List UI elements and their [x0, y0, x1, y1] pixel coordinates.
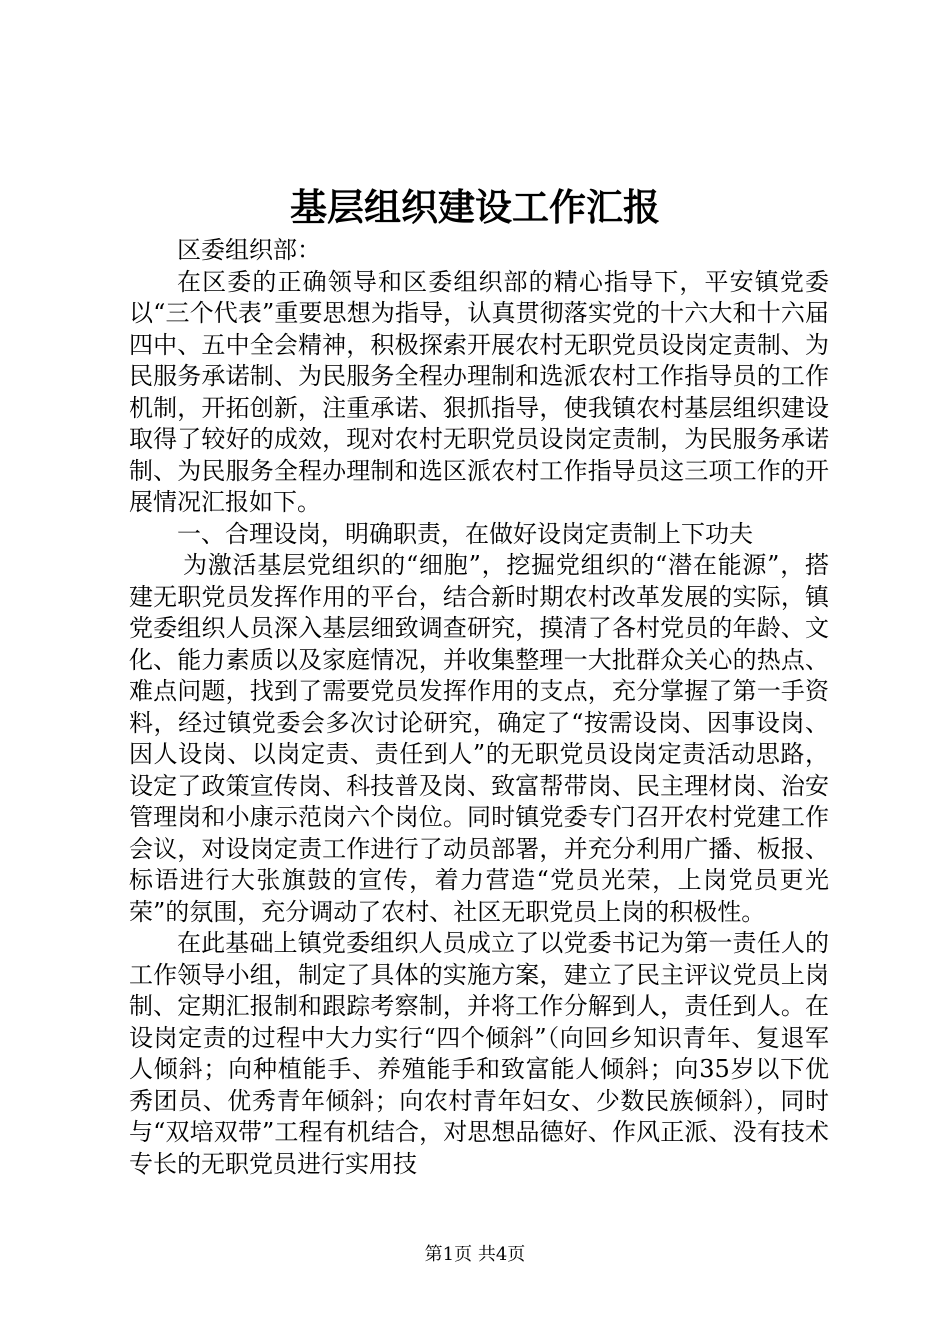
salutation: 区委组织部：	[177, 236, 321, 264]
paragraph-intro: 在区委的正确领导和区委组织部的精心指导下，平安镇党委以“三个代表”重要思想为指导，认真贯彻落实党的十六大和十六届四中、五中全会精神，积极探索开展农村无职党员设岗定责制、为民服务承诺制、为民服务全程办理制和选派农村工作指导员的工作机制，开拓创新，注重承诺、狠抓指导，使我镇农村基层组织建设取得了较好的成效，现对农村无职党员设岗定责制，为民服务承诺制、为民服务全程办理制和选区派农村工作指导员这三项工作的开展情况汇报如下。	[129, 267, 829, 516]
document-body	[129, 235, 829, 1180]
paragraph-section-1-body: 为激活基层党组织的“细胞”，挖掘党组织的“潜在能源”，搭建无职党员发挥作用的平台，结合新时期农村改革发展的实际，镇党委组织人员深入基层细致调查研究，摸清了各村党员的年龄、文化、能力素质以及家庭情况，并收集整理一大批群众关心的热点、难点问题，找到了需要党员发挥作用的支点，充分掌握了第一手资料，经过镇党委会多次讨论研究，确定了“按需设岗、因事设岗、因人设岗、以岗定责、责任到人”的无职党员设岗定责活动思路，设定了政策宣传岗、科技普及岗、致富帮带岗、民主理材岗、治安管理岗和小康示范岗六个岗位。同时镇党委专门召开农村党建工作会议，对设岗定责工作进行了动员部署，并充分利用广播、板报、标语进行大张旗鼓的宣传，着力营造“党员光荣，上岗党员更光荣”的氛围，充分调动了农村、社区无职党员上岗的积极性。	[129, 551, 829, 926]
section-heading-1: 一、合理设岗，明确职责，在做好设岗定责制上下功夫	[177, 519, 753, 548]
page-number-footer: 第1页 共4页	[424, 1244, 526, 1265]
paragraph-section-1-continued: 在此基础上镇党委组织人员成立了以党委书记为第一责任人的工作领导小组，制定了具体的实施方案，建立了民主评议党员上岗制、定期汇报制和跟踪考察制，并将工作分解到人，责任到人。在设岗定责的过程中大力实行“四个倾斜”（向回乡知识青年、复退军人倾斜；向种植能手、养殖能手和致富能人倾斜；向35岁以下优秀团员、优秀青年倾斜；向农村青年妇女、少数民族倾斜），同时与“双培双带”工程有机结合，对思想品德好、作风正派、没有技术专长的无职党员进行实用技	[129, 929, 829, 1178]
document-title: 基层组织建设工作汇报	[290, 185, 660, 229]
